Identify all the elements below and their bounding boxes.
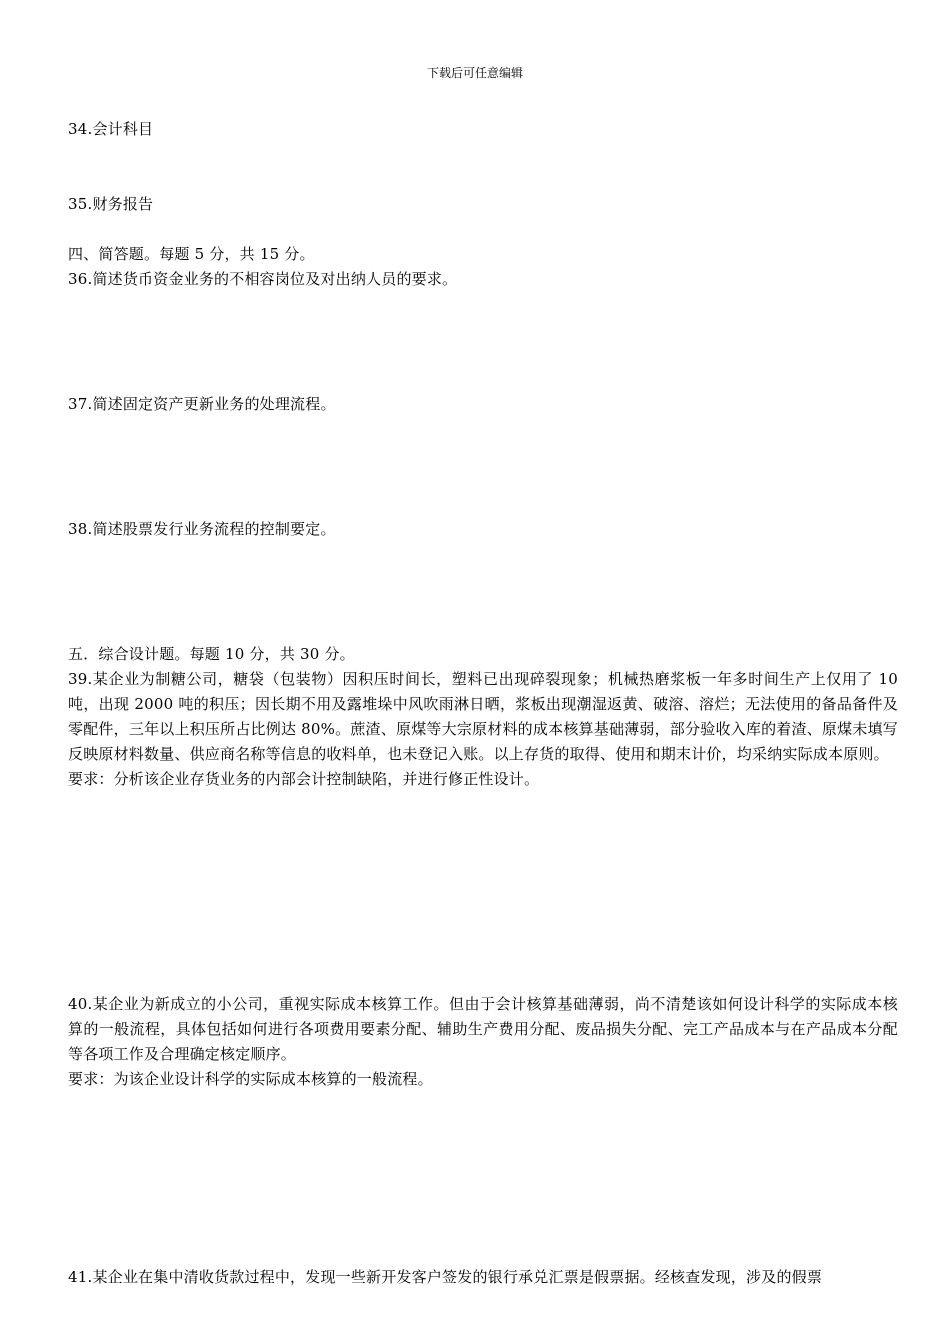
question-34: [68, 117, 898, 142]
question-40-text: 40.某企业为新成立的小公司，重视实际成本核算工作。但由于会计核算基础薄弱，尚不清楚该如何设计科学的实际成本核算的一般流程，具体包括如何进行各项费用要素分配、辅助生产费用分配、废品损失分配、完工产品成本与在产品成本分配等各项工作及合理确定核定顺序。: [68, 995, 898, 1063]
question-40: [68, 992, 898, 1092]
question-39-text: 39.某企业为制糖公司，糖袋（包装物）因积压时间长，塑料已出现碎裂现象；机械热磨浆板一年多时间生产上仅用了 10 吨，出现 2000 吨的积压；因长期不用及露堆垛中风吹雨淋日晒，浆板出现潮湿返黄、破溶、溶烂；无法使用的备品备件及零配件，三年以上积压所占比例达 80%。蔗渣、原煤等大宗原材料的成本核算基础薄弱，部分验收入库的着渣、原煤未填写反映原材料数量、供应商名称等信息的收料单，也未登记入账。以上存货的取得、使用和期末计价，均采纳实际成本原则。: [68, 670, 898, 763]
question-37-text: 37.简述固定资产更新业务的处理流程。: [68, 395, 336, 413]
question-35-text: 35.财务报告: [68, 195, 154, 213]
question-35: [68, 192, 898, 217]
question-36-text: 36.简述货币资金业务的不相容岗位及对出纳人员的要求。: [68, 270, 458, 288]
question-39-requirement: 要求：分析该企业存货业务的内部会计控制缺陷，并进行修正性设计。: [68, 770, 540, 788]
section-4-heading: 四、简答题。每题 5 分，共 15 分。: [68, 245, 315, 263]
section-5: [68, 642, 898, 792]
section-5-heading: 五．综合设计题。每题 10 分，共 30 分。: [68, 645, 355, 663]
question-37: [68, 392, 898, 417]
question-34-text: 34.会计科目: [68, 120, 154, 138]
section-4: [68, 242, 898, 292]
page-header: 下载后可任意编辑: [426, 66, 523, 80]
question-38: [68, 517, 898, 542]
question-41-text: 41.某企业在集中清收货款过程中，发现一些新开发客户签发的银行承兑汇票是假票据。经核查发现，涉及的假票: [68, 1268, 823, 1286]
question-40-requirement: 要求：为该企业设计科学的实际成本核算的一般流程。: [68, 1070, 433, 1088]
question-38-text: 38.简述股票发行业务流程的控制要定。: [68, 520, 336, 538]
question-41: [68, 1265, 898, 1290]
